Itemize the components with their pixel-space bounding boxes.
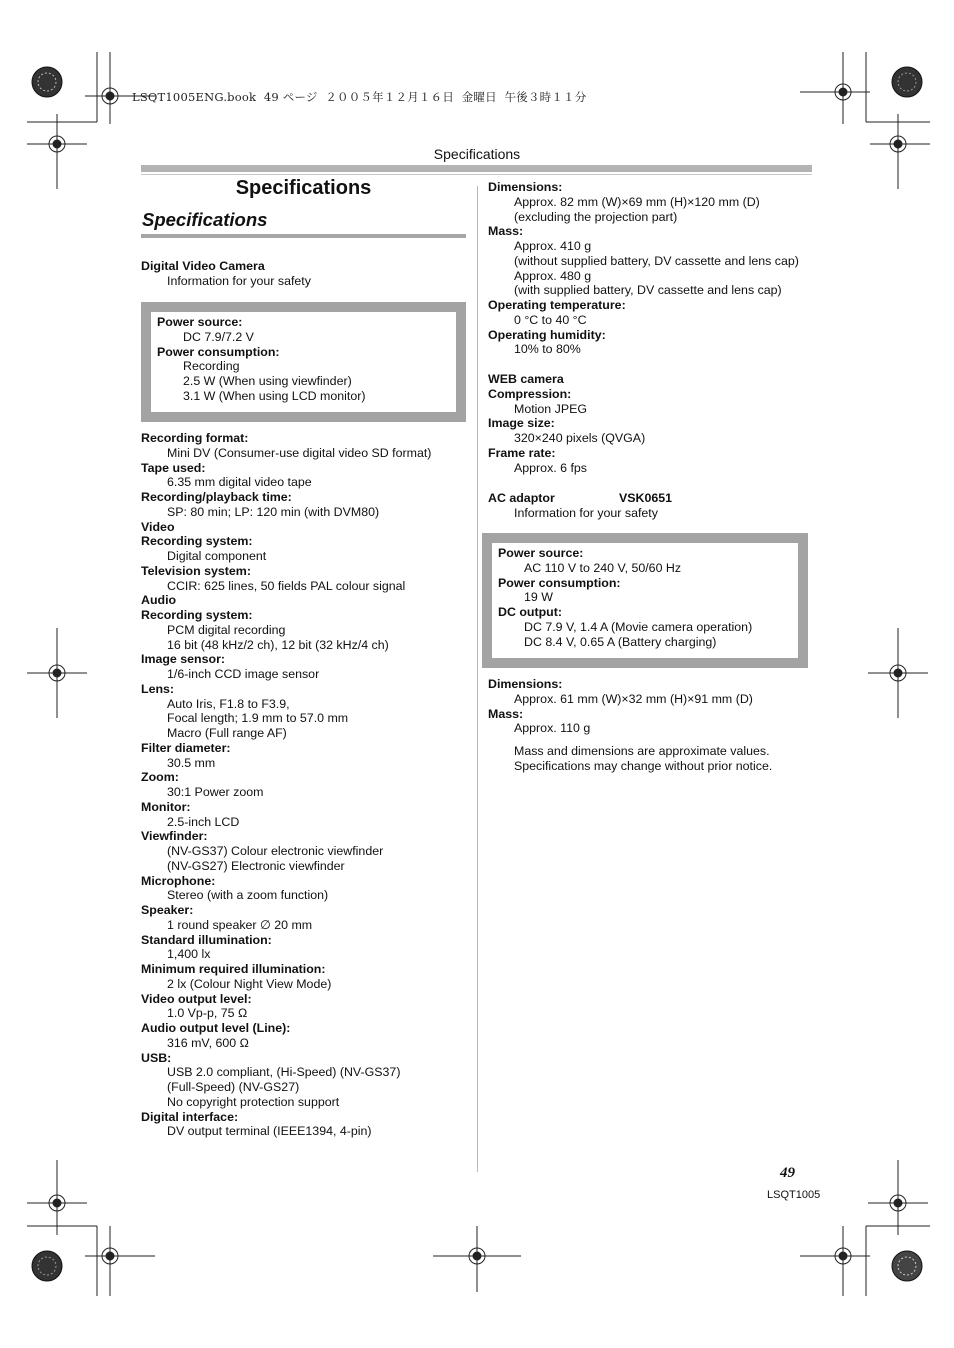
ac-adaptor-model: VSK0651: [619, 491, 673, 505]
spec-value: Macro (Full range AF): [167, 726, 287, 740]
camera-spec-list: [141, 431, 471, 1139]
spec-label: Standard illumination:: [141, 932, 272, 947]
spec-value: 2.5-inch LCD: [167, 814, 240, 829]
spec-value: USB 2.0 compliant, (Hi-Speed) (NV-GS37): [167, 1065, 401, 1080]
spec-label: Speaker:: [141, 903, 194, 917]
spec-value: PCM digital recording: [167, 622, 286, 637]
header-rule-thin: [141, 174, 812, 175]
running-header: Specifications: [433, 146, 521, 162]
spec-label: Dimensions:: [488, 677, 563, 691]
spec-label: Television system:: [141, 563, 251, 578]
spec-label: Microphone:: [141, 873, 216, 888]
spec-value: (NV-GS27) Electronic viewfinder: [167, 858, 345, 873]
camera-safety-box: [141, 302, 466, 422]
spec-value: (Full-Speed) (NV-GS27): [167, 1080, 300, 1094]
spec-label: Audio output level (Line):: [141, 1021, 291, 1035]
spec-label: Recording system:: [141, 534, 253, 549]
spec-value: Approx. 410 g: [514, 239, 592, 253]
spec-value: Stereo (with a zoom function): [167, 888, 329, 903]
ac-adaptor-safety-note: Information for your safety: [514, 505, 658, 520]
spec-label: Power source:: [157, 315, 243, 329]
spec-label: Monitor:: [141, 799, 191, 814]
spec-label: Recording/playback time:: [141, 490, 292, 504]
spec-label: Operating humidity:: [488, 327, 606, 342]
spec-value: 30:1 Power zoom: [167, 785, 264, 799]
spec-value: Auto Iris, F1.8 to F3.9,: [167, 696, 290, 711]
spec-value: Mini DV (Consumer-use digital video SD format): [167, 445, 432, 460]
spec-value: Focal length; 1.9 mm to 57.0 mm: [167, 711, 349, 726]
spec-value: 30.5 mm: [167, 755, 216, 770]
spec-value: 16 bit (48 kHz/2 ch), 12 bit (32 kHz/4 ch): [167, 637, 389, 652]
spec-value: DV output terminal (IEEE1394, 4-pin): [167, 1124, 372, 1139]
ac-adaptor-safety-box-inner: [492, 543, 798, 658]
spec-value: DC 7.9 V, 1.4 A (Movie camera operation): [524, 619, 753, 634]
spec-value: 19 W: [524, 590, 553, 605]
ac-adaptor-intro: [488, 491, 818, 521]
spec-label: Operating temperature:: [488, 298, 626, 312]
camera-heading: Digital Video Camera: [141, 259, 265, 273]
camera-safety-note: Information for your safety: [167, 273, 311, 288]
spec-value: 1,400 lx: [167, 947, 211, 962]
spec-value: SP: 80 min; LP: 120 min (with DVM80): [167, 504, 380, 519]
notes: [488, 744, 818, 774]
page-number: 49: [780, 1165, 795, 1181]
spec-label: Lens:: [141, 681, 175, 696]
spec-value: 1/6-inch CCD image sensor: [167, 667, 320, 681]
spec-label: Audio: [141, 593, 177, 608]
spec-label: Power source:: [498, 546, 584, 560]
page-title: Specifications: [235, 177, 372, 199]
web-camera-spec-list: [488, 387, 818, 476]
spec-value: (without supplied battery, DV cassette and lens cap): [514, 253, 799, 268]
spec-value: DC 7.9/7.2 V: [183, 329, 254, 344]
camera-spec-list-continued: [488, 180, 818, 357]
spec-label: Mass:: [488, 224, 524, 239]
spec-value: 1 round speaker ∅ 20 mm: [167, 917, 313, 932]
spec-label: Filter diameter:: [141, 740, 231, 755]
ac-adaptor-safety-box: [482, 533, 808, 668]
spec-value: CCIR: 625 lines, 50 fields PAL colour signal: [167, 578, 406, 593]
spec-value: 316 mV, 600 Ω: [167, 1035, 249, 1050]
spec-label: Frame rate:: [488, 445, 556, 460]
spec-value: 3.1 W (When using LCD monitor): [183, 388, 366, 403]
spec-label: Tape used:: [141, 460, 206, 475]
spec-value: 10% to 80%: [514, 342, 581, 357]
spec-value: Digital component: [167, 549, 267, 563]
spec-label: Recording system:: [141, 608, 253, 622]
spec-label: Zoom:: [141, 770, 179, 785]
spec-value: (excluding the projection part): [514, 209, 678, 224]
camera-intro: [141, 259, 471, 289]
spec-label: Video: [141, 519, 175, 534]
spec-label: Mass:: [488, 706, 524, 721]
web-camera-section: [488, 372, 818, 475]
column-divider: [477, 186, 478, 1172]
note-line: Mass and dimensions are approximate values.: [514, 744, 770, 758]
spec-value: AC 110 V to 240 V, 50/60 Hz: [524, 560, 682, 575]
spec-label: Image sensor:: [141, 652, 226, 667]
document-code: LSQT1005: [767, 1189, 821, 1201]
spec-value: No copyright protection support: [167, 1094, 340, 1109]
spec-value: Approx. 110 g: [514, 721, 591, 736]
spec-label: Power consumption:: [498, 575, 621, 590]
spec-label: Dimensions:: [488, 180, 563, 194]
spec-value: 2.5 W (When using viewfinder): [183, 374, 352, 388]
spec-value: 0 °C to 40 °C: [514, 312, 587, 327]
ac-adaptor-spec-list: [488, 677, 818, 736]
spec-value: (NV-GS37) Colour electronic viewfinder: [167, 844, 384, 858]
spec-value: Approx. 480 g: [514, 268, 592, 283]
spec-label: Digital interface:: [141, 1109, 239, 1124]
spec-value: 320×240 pixels (QVGA): [514, 431, 646, 445]
spec-value: DC 8.4 V, 0.65 A (Battery charging): [524, 634, 717, 649]
web-camera-heading: WEB camera: [488, 372, 564, 386]
spec-label: Power consumption:: [157, 344, 280, 359]
spec-value: Approx. 61 mm (W)×32 mm (H)×91 mm (D): [514, 691, 753, 706]
spec-label: Recording format:: [141, 431, 249, 445]
note-line: Specifications may change without prior notice.: [514, 758, 773, 773]
spec-value: Motion JPEG: [514, 401, 587, 416]
spec-value: 6.35 mm digital video tape: [167, 475, 312, 490]
spec-label: Minimum required illumination:: [141, 962, 326, 976]
spec-value: (with supplied battery, DV cassette and lens cap): [514, 283, 782, 298]
spec-value: Approx. 6 fps: [514, 460, 588, 475]
spec-value: 1.0 Vp-p, 75 Ω: [167, 1006, 248, 1021]
spec-label: Compression:: [488, 386, 572, 401]
spec-label: Image size:: [488, 416, 555, 431]
spec-label: DC output:: [498, 605, 562, 619]
header-rule: [141, 165, 812, 172]
spec-value: Recording: [183, 359, 240, 374]
spec-value: 2 lx (Colour Night View Mode): [167, 976, 332, 991]
spec-label: Video output level:: [141, 991, 252, 1006]
print-info: LSQT1005ENG.book 49 ページ ２００５年１２月１６日 金曜日 午後３時１１分: [132, 90, 587, 104]
camera-safety-box-inner: [151, 312, 456, 412]
section-rule: [141, 234, 466, 238]
spec-label: USB:: [141, 1050, 172, 1065]
ac-adaptor-heading: AC adaptor: [488, 491, 555, 505]
section-title: Specifications: [142, 209, 268, 230]
spec-label: Viewfinder:: [141, 829, 208, 844]
spec-value: Approx. 82 mm (W)×69 mm (H)×120 mm (D): [514, 194, 760, 209]
